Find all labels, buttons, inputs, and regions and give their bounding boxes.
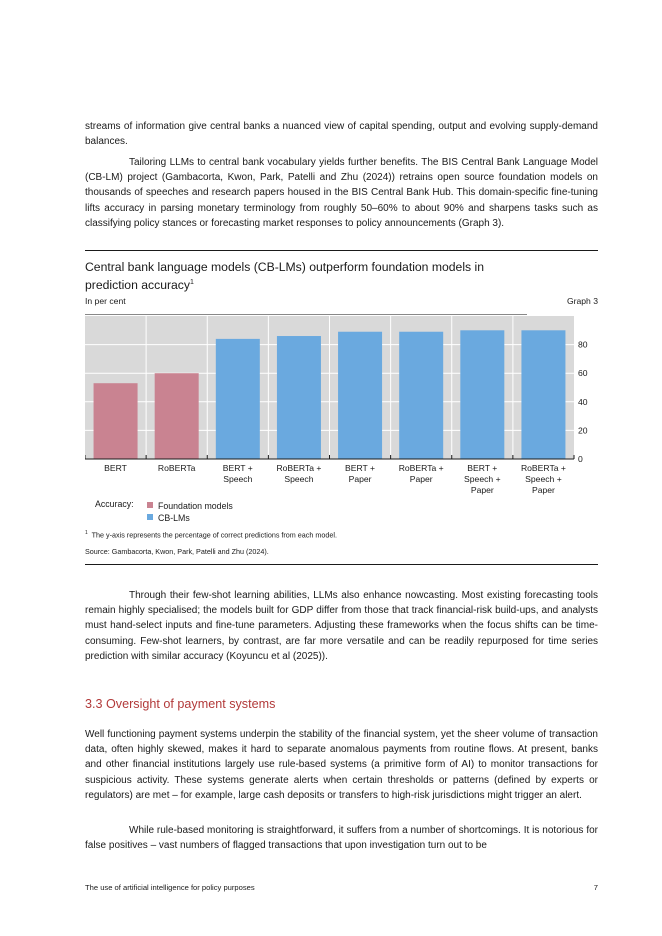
x-tick-label: RoBERTa + Speech: [276, 463, 322, 484]
bar: [216, 339, 260, 459]
x-tick-label: RoBERTa + Paper: [398, 463, 444, 484]
legend-label-foundation-models: Foundation models: [158, 501, 233, 511]
figure-title-footnote-mark: 1: [190, 279, 194, 286]
bar: [94, 383, 138, 459]
x-tick-label: BERT + Paper: [345, 463, 376, 484]
legend-label-cb-lms: CB-LMs: [158, 513, 190, 523]
bar: [277, 336, 321, 459]
figure-unit-label: In per cent: [85, 296, 126, 306]
body-paragraph-3: Through their few-shot learning abilities, LLMs also enhance nowcasting. Most existing forecasting tools remain highly specialised; the models built for GDP differ from those that track financial-risk build-ups, and analysts must hand-select inputs and fine-tune parameters. Adjusting these frameworks when the focus shifts can be time-consuming. Few-shot learners, by contrast, are far more versatile and can be readily repurposed for time series prediction with similar accuracy (Koyuncu et al (2025)).: [85, 590, 598, 662]
figure-bottom-rule: [85, 564, 598, 565]
bar: [399, 332, 443, 459]
bar: [338, 332, 382, 459]
figure-title: Central bank language models (CB-LMs) outperform foundation models in prediction accuracy$^1$: [85, 260, 485, 293]
y-tick-label: 20: [578, 425, 588, 436]
figure-footnote: $^1$ The y-axis represents the percentage of correct predictions from each model.: [85, 530, 337, 540]
x-tick-label: BERT + Speech + Paper: [464, 463, 501, 495]
section-heading: 3.3 Oversight of payment systems: [85, 697, 276, 711]
figure-top-rule: [85, 250, 598, 251]
footnote-mark: 1: [85, 530, 88, 536]
bar: [155, 373, 199, 459]
y-tick-label: 40: [578, 396, 588, 407]
body-paragraph-4: Well functioning payment systems underpin the stability of the financial system, yet the sheer volume of transaction data, often highly skewed, makes it hard to separate anomalous payments from routine flows. At present, banks and other financial institutions largely use rule-based systems (a primitive form of AI) to monitor transactions for suspicious activity. These systems generate alerts when certain thresholds or patterns (defined by experts or regulators) are met – for example, large cash deposits or transfers to high-risk jurisdictions might trigger an alert.: [85, 729, 598, 801]
bar: [521, 330, 565, 459]
legend-swatch-foundation-models: [147, 502, 153, 508]
bar: [460, 330, 504, 459]
body-paragraph-1: streams of information give central banks a nuanced view of capital spending, output and evolving supply-demand balances.: [85, 121, 598, 148]
legend-title: Accuracy:: [95, 499, 134, 509]
legend-item-foundation-models: [147, 501, 233, 511]
figure-source: Source: Gambacorta, Kwon, Park, Patelli and Zhu (2024).: [85, 547, 269, 556]
y-tick-label: 0: [578, 454, 583, 464]
body-paragraph-5: While rule-based monitoring is straightforward, it suffers from a number of shortcomings. It is notorious for false positives – vast numbers of flagged transactions that upon investigation turn out to be: [85, 825, 598, 852]
footer-page-number: 7: [593, 883, 598, 892]
y-tick-label: 80: [578, 339, 588, 350]
legend-item-cb-lms: [147, 513, 190, 523]
x-tick-label: BERT + Speech: [222, 463, 253, 484]
footer-document-title: The use of artificial intelligence for policy purposes: [85, 883, 255, 892]
x-tick-label: RoBERTa: [157, 463, 196, 473]
y-tick-label: 60: [578, 368, 588, 379]
x-tick-label: RoBERTa + Speech + Paper: [520, 463, 566, 495]
graph-number-label: Graph 3: [566, 296, 598, 306]
bar-chart: [85, 316, 598, 498]
figure-sub-rule: [85, 314, 527, 315]
legend-swatch-cb-lms: [147, 514, 153, 520]
x-tick-label: BERT: [104, 463, 127, 473]
body-paragraph-2: Tailoring LLMs to central bank vocabulary yields further benefits. The BIS Central Bank Language Model (CB-LM) project (Gambacorta, Kwon, Park, Patelli and Zhu (2024)) retrains open source foundation models on thousands of speeches and research papers housed in the BIS Central Bank Hub. This domain-specific fine-tuning lifts accuracy in parsing monetary terminology from roughly 50–60% to about 90% and sharpens tasks such as classifying policy stances or forecasting market responses to policy announcements (Graph 3).: [85, 157, 598, 229]
